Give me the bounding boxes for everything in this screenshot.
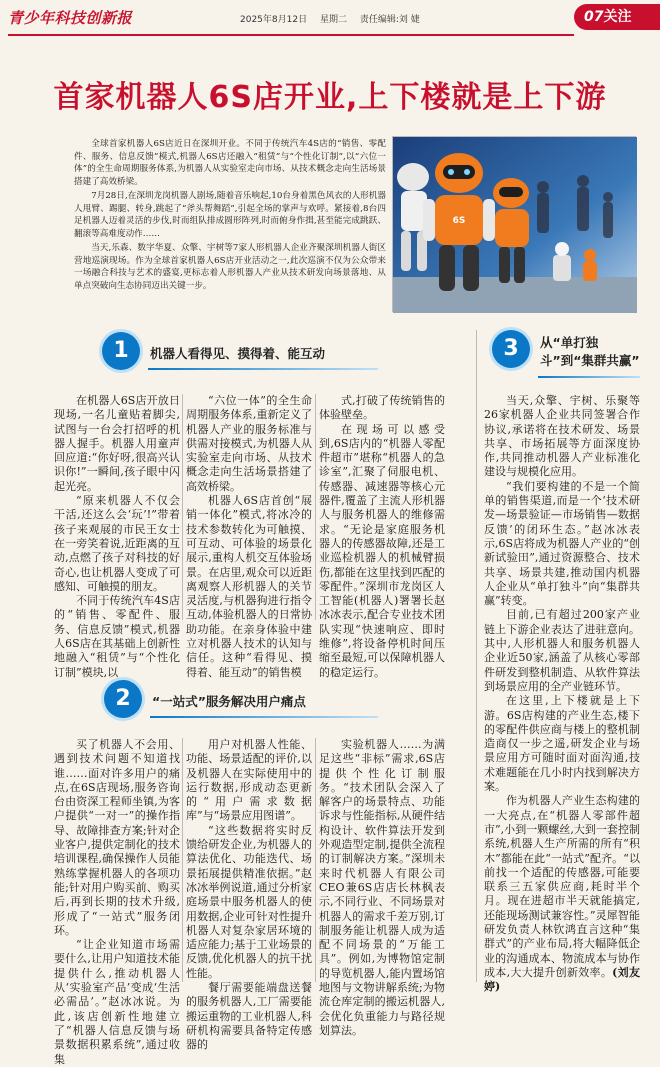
lead-paragraph (74, 138, 386, 188)
robot-logo-label: 6S (452, 216, 466, 226)
issue-date: 2025年8月12日 (240, 15, 308, 25)
section-3-badge: 3 (492, 330, 530, 368)
column-divider (315, 738, 316, 982)
headline: 首家机器人6S店开业,上下楼就是上下游 (53, 80, 607, 115)
paragraph: 当天,众擎、宇树、乐聚等26家机器人企业共同签署合作协议,承诺将在技术研发、场景共享、市场拓展等方面深度协作,共同推动机器人产业标准化建设与规模化应用。 (484, 394, 640, 479)
robot-photo-illustration (393, 137, 637, 313)
paragraph: 买了机器人不会用、遇到技术问题不知道找谁……面对许多用户的痛点,在6S店现场,服务咨询台由资深工程师坐镇,为客户提供“一对一”的操作指导、故障排查方案;针对企业客户,提供定制化的技术培训课程,确保操作人员能熟练掌握机器人的各项功能;针对用户购买前、购买后,再到长期的技术升级,形成了“一站式”服务闭环。 (54, 738, 180, 937)
lead-p1: 全球首家机器人6S店近日在深圳开业。不同于传统汽车4S店的“销售、零配件、服务、信息反馈”模式,机器人6S店还融入“租赁”与“个性化订制”,以“六位一体”的全生命周期服务体系,为机器人从实验室走向市场、从技术概念走向生活场景搭建了高效桥梁。 (74, 139, 386, 187)
lead-p2: 7月28日,在深圳龙岗机器人剧场,随着音乐响起,10台身着黑色风衣的人形机器人甩臂、踢腿、转身,跳起了“斧头帮舞蹈”,引起全场的掌声与欢呼。紧接着,8台四足机器人迈着灵活的步伐,时而组队排成圆形阵列,时而俯身作揖,甚至能完成跳跃、翻滚等高难度动作…… (74, 191, 386, 239)
lead-paragraph (74, 242, 386, 292)
page-number: 07 (584, 9, 604, 25)
section-3-band (538, 376, 640, 378)
section-1-column-2 (186, 394, 312, 679)
paragraph: 餐厅需要能端盘送餐的服务机器人,工厂需要能搬运重物的工业机器人,科研机构需要具备特定传感器的 (186, 981, 312, 1052)
section-1-title: 机器人看得见、摸得着、能互动 (150, 346, 326, 361)
paragraph (484, 794, 640, 994)
paragraph: 在这里,上下楼就是上下游。6S店构建的产业生态,楼下的零配件供应商与楼上的整机制造商仅一步之遥,研发企业与场景应用方可随时面对面沟通,技术难题能在几小时内找到解决方案。 (484, 694, 640, 794)
paragraph: 实验机器人……为满足这些“非标”需求,6S店提供个性化订制服务。“技术团队会深入了解客户的场景特点、功能诉求与性能指标,从硬件结构设计、软件算法开发到外观造型定制,提供全流程的订制解决方案。”深圳未来时代机器人有限公司CEO兼6S店店长林枫表示,不同行业、不同场景对机器人的需求千差万别,订制服务能让机器人成为适配不同场景的“万能工具”。例如,为博物馆定制的导览机器人,能内置场馆地图与文物讲解系统;为物流仓库定制的搬运机器人,会优化负重能力与路径规划算法。 (319, 738, 445, 1037)
section-2-band (150, 716, 378, 718)
column-divider (315, 394, 316, 620)
issue-weekday: 星期二 (319, 15, 347, 25)
paragraph: 在现场可以感受到,6S店内的“机器人零配件超市”堪称“机器人的急诊室”,汇聚了伺服电机、传感器、减速器等核心元器件,覆盖了主流人形机器人与服务机器人的维修需求。“无论是家庭服务机器人的传感器故障,还是工业巡检机器人的机械臂损伤,都能在这里找到匹配的零配件。”深圳市龙岗区人工智能(机器人)署署长赵冰冰表示,配合专业技术团队实现“快速响应、即时维修”,将设备停机时间压缩至最短,可以保障机器人的稳定运行。 (319, 422, 445, 679)
newspaper-logo: 青少年科技创新报 (8, 9, 133, 27)
byline: (刘友婷) (484, 965, 640, 994)
column-divider (476, 330, 477, 982)
section-2-column-2 (186, 738, 312, 1052)
section-2-title: “一站式”服务解决用户痛点 (152, 694, 306, 709)
section-1-band (148, 368, 378, 370)
section-tab (574, 4, 660, 30)
paragraph: “我们要构建的不是一个简单的销售渠道,而是一个‘技术研发—场景验证—市场销售—数据反馈’的闭环生态。”赵冰冰表示,6S店将成为机器人产业的“创新试验田”,通过资源整合、技术共享、场景共建,推动国内机器人企业从“单打独斗”向“集群共赢”转变。 (484, 479, 640, 608)
paragraph: 目前,已有超过200家产业链上下游企业表达了进驻意向。其中,人形机器人和服务机器人企业近50家,涵盖了从核心零部件研发到整机制造、从软件算法到场景应用的全产业链环节。 (484, 608, 640, 693)
section-1-column-3 (319, 394, 445, 679)
section-1-column-1 (54, 394, 180, 679)
paragraph: 式,打破了传统销售的体验壁垒。 (319, 394, 445, 422)
lead-paragraph (74, 190, 386, 240)
section-2-column-3 (319, 738, 445, 1037)
lead-p3: 当天,乐森、数字华夏、众擎、宇树等7家人形机器人企业齐聚深圳机器人街区营地巡演现场。作为全球首家机器人6S店开业活动之一,此次巡演不仅为公众带来一场融合科技与艺术的盛宴,更标志着人形机器人产业从技术研发向场景落地、从单点突破向生态协同迈出关键一步。 (74, 243, 386, 291)
dateline (240, 12, 430, 25)
page-editor: 责任编辑:刘 婕 (359, 15, 420, 25)
section-2-column-1 (54, 738, 180, 1066)
paragraph: 不同于传统汽车4S店的“销售、零配件、服务、信息反馈”模式,机器人6S店在其基础上创新性地融入“租赁”与“个性化订制”模块,以 (54, 594, 180, 679)
section-name: 关注 (603, 9, 632, 25)
paragraph: 在机器人6S店开放日现场,一名儿童贴着脚尖,试图与一台会打招呼的机器人握手。机器人用童声回应道:“你好呀,很高兴认识你!”一瞬间,孩子眼中闪起光亮。 (54, 394, 180, 493)
paragraph: 用户对机器人性能、功能、场景适配的评价,以及机器人在实际使用中的运行数据,形成动态更新的“用户需求数据库”与“场景应用图谱”。 (186, 738, 312, 823)
paragraph: “原来机器人不仅会干活,还这么会‘玩’!”带着孩子来观展的市民王女士在一旁笑着说,近距离的互动,点燃了孩子对科技的好奇心,也让机器人变成了可感知、可触摸的朋友。 (54, 494, 180, 593)
paragraph: “这些数据将实时反馈给研发企业,为机器人的算法优化、功能迭代、场景拓展提供精准依据。”赵冰冰举例说道,通过分析家庭场景中服务机器人的使用数据,企业可针对性提升机器人对复杂家居环境的适应能力;基于工业场景的反馈,优化机器人的抗干扰性能。 (186, 823, 312, 980)
paragraph: “六位一体”的全生命周期服务体系,重新定义了机器人产业的服务标准与供需对接模式,为机器人从实验室走向市场、从技术概念走向生活场景搭建了高效桥梁。 (186, 394, 312, 493)
paragraph-text: 作为机器人产业生态构建的一大亮点,在“机器人零部件超市”,小到一颗螺丝,大到一套控制系统,机器人生产所需的所有“积木”都能在此“一站式”配齐。“以前找一个适配的传感器,可能要联系三五家供应商,耗时半个月。现在进超市半天就能搞定,还能现场测试兼容性。”灵犀智能研发负责人林钦鸿直言这种“集群式”的产业布局,将大幅降低企业的沟通成本、物流成本与协作成本,大大提升创新效率。 (484, 794, 640, 979)
paragraph: “让企业知道市场需要什么,让用户知道技术能提供什么,推动机器人从‘实验室产品’变成‘生活必需品’。”赵冰冰说。为此,该店创新性地建立了“机器人信息反馈与场景数据积累系统”,通过收集 (54, 938, 180, 1066)
paragraph: 机器人6S店首创“展销一体化”模式,将冰冷的技术参数转化为可触摸、可互动、可体验的场景化展示,重构人机交互体验场景。在店里,观众可以近距离观察人形机器人的关节灵活度,与机器狗进行指令互动,体验机器人的日常协助功能。在亲身体验中建立对机器人技术的认知与信任。这种“看得见、摸得着、能互动”的销售模 (186, 494, 312, 679)
section-1-badge: 1 (102, 332, 140, 370)
robot-photo (392, 136, 636, 312)
section-3-column (484, 394, 640, 994)
masthead (0, 0, 660, 34)
section-2-badge: 2 (104, 680, 142, 718)
column-divider (182, 394, 183, 620)
column-divider (182, 738, 183, 982)
section-3-title: 从“单打独斗”到“集群共赢” (540, 335, 640, 368)
masthead-rule (8, 34, 574, 36)
